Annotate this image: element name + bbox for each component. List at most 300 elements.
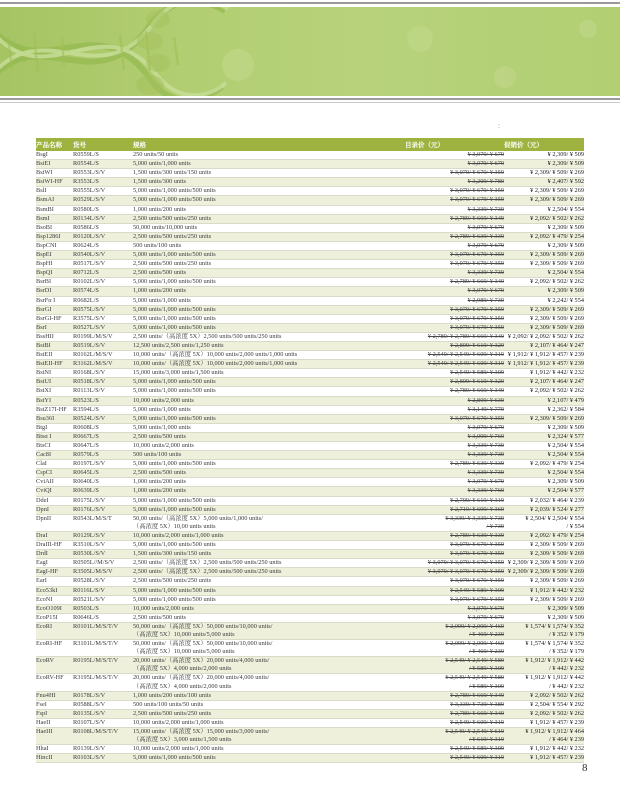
cell-cat: R0129L/S/V: [73, 531, 133, 540]
cell-spec: 5,000 units/1,000 units/500 units: [133, 505, 405, 514]
cell-spec: 12,500 units/2,500 units/1,250 units: [133, 341, 405, 350]
header-banner: [0, 7, 620, 96]
cell-promo: ¥ 2,504/ ¥ 554: [504, 451, 584, 460]
cell-cat: R0646L/S: [73, 613, 133, 622]
table-row: [36, 232, 584, 241]
table-row: [36, 432, 584, 441]
cell-cat: R0586L/S: [73, 223, 133, 232]
table-row: [36, 691, 584, 700]
cell-spec: 5,000 units/1,000 units/500 units: [133, 323, 405, 332]
cell-list: ¥ 3,079/ ¥ 679: [405, 604, 504, 613]
cell-name: BtsCI: [36, 442, 73, 451]
table-row: [36, 260, 584, 269]
cell-list: ¥ 3,079/ ¥ 679: [405, 613, 504, 622]
column-header-product-name: 产品名称: [36, 138, 73, 151]
cell-promo: ¥ 2,309/ ¥ 509/ ¥ 269: [504, 187, 584, 196]
cell-list: ¥ 2,809/ ¥ 619/ ¥ 329: [405, 341, 504, 350]
cell-promo: ¥ 2,309/ ¥ 509: [504, 287, 584, 296]
cell-cat: R0519L/S/V: [73, 341, 133, 350]
cell-spec: 2,500 units/500 units: [133, 613, 405, 622]
cell-spec: 1,000 units/200 units: [133, 205, 405, 214]
cell-cat: R0197L/S/V: [73, 460, 133, 469]
cell-list: ¥ 3,079/ ¥ 679: [405, 478, 504, 487]
table-row: [36, 178, 584, 187]
cell-cat: R0521L/S/V: [73, 595, 133, 604]
cell-spec: 10,000 units/2,000 units/1,000 units: [133, 718, 405, 727]
cell-cat: R0543L/M/S/T: [73, 514, 133, 531]
cell-list: ¥ 3,339/ ¥ 739: [405, 451, 504, 460]
cell-spec: 500 units/100 units: [133, 241, 405, 250]
cell-cat: R0579L/S: [73, 451, 133, 460]
cell-list: ¥ 3,079/ ¥ 679/ ¥ 359: [405, 169, 504, 178]
cell-promo: ¥ 1,912/ ¥ 457/ ¥ 239: [504, 718, 584, 727]
cell-list: ¥ 3,079/ ¥ 679: [405, 241, 504, 250]
cell-list: ¥ 3,079/ ¥ 679/ ¥ 359: [405, 577, 504, 586]
column-header-promo-price: 促销价（元）: [504, 138, 584, 151]
table-row: [36, 577, 584, 586]
separator-line-top: [0, 2, 620, 4]
cell-name: BsrGI-HF: [36, 314, 73, 323]
table-row: [36, 351, 584, 360]
cell-promo: ¥ 2,309/ ¥ 509: [504, 423, 584, 432]
table-row: [36, 287, 584, 296]
cell-name: ClaI: [36, 460, 73, 469]
cell-list: ¥ 2,549/ ¥ 2,549/ ¥ 609/ ¥ 319: [405, 351, 504, 360]
table-row: [36, 278, 584, 287]
cell-promo: ¥ 2,092/ ¥ 502/ ¥ 262: [504, 691, 584, 700]
cell-cat: R0554L/S: [73, 160, 133, 169]
cell-promo: ¥ 2,309/ ¥ 2,309/ ¥ 509/ ¥ 269: [504, 568, 584, 577]
table-row: [36, 187, 584, 196]
cell-spec: 5,000 units/1,000 units: [133, 405, 405, 414]
cell-name: BstEII: [36, 351, 73, 360]
cell-spec: 5,000 units/1,000 units/500 units: [133, 251, 405, 260]
cell-spec: 1,000 units/200 units/100 units: [133, 691, 405, 700]
cell-promo: ¥ 2,309/ ¥ 509/ ¥ 269: [504, 305, 584, 314]
cell-spec: 2,500 units/500 units/250 units: [133, 214, 405, 223]
cell-name: HhaI: [36, 745, 73, 754]
table-row: [36, 214, 584, 223]
cell-spec: 5,000 units/1,000 units/500 units: [133, 414, 405, 423]
cell-promo: ¥ 2,504/ ¥ 554: [504, 205, 584, 214]
cell-name: BstZ17I-HF: [36, 405, 73, 414]
dna-decoration-image: [0, 7, 620, 96]
table-row: [36, 657, 584, 674]
cell-name: BstEII-HF: [36, 360, 73, 369]
cell-name: BsrBI: [36, 278, 73, 287]
cell-list: ¥ 3,079/ ¥ 679/ ¥ 359: [405, 260, 504, 269]
table-row: [36, 369, 584, 378]
cell-promo: ¥ 1,912/ ¥ 1,912/ ¥ 442 / ¥ 442/ ¥ 232: [504, 674, 584, 691]
table-row: [36, 531, 584, 540]
cell-promo: ¥ 2,092/ ¥ 502/ ¥ 262: [504, 387, 584, 396]
cell-name: HaeIII: [36, 728, 73, 745]
cell-list: ¥ 2,099/ ¥ 2,099/ ¥ 469 / ¥ 469/ ¥ 239: [405, 622, 504, 639]
table-row: [36, 728, 584, 745]
cell-name: DraIII-HF: [36, 541, 73, 550]
cell-list: ¥ 3,099/ ¥ 769: [405, 432, 504, 441]
table-row: [36, 622, 584, 639]
cell-spec: 50,00 units/（高浓度 5X）5,000 units/1,000 units/ （高浓度 5X）10,00 units units: [133, 514, 405, 531]
cell-promo: ¥ 2,309/ ¥ 509: [504, 478, 584, 487]
cell-name: CviQI: [36, 487, 73, 496]
cell-promo: ¥ 2,107/ ¥ 464/ ¥ 247: [504, 341, 584, 350]
cell-list: ¥ 2,789/ ¥ 669/ ¥ 349: [405, 709, 504, 718]
cell-cat: R0199L/M/S/V: [73, 332, 133, 341]
cell-name: BsiWI: [36, 169, 73, 178]
cell-name: DraI: [36, 531, 73, 540]
cell-list: ¥ 2,549/ ¥ 2,549/ ¥ 589 / ¥ 589/ ¥ 309: [405, 674, 504, 691]
cell-name: BssHII: [36, 332, 73, 341]
cell-promo: ¥ 2,309/ ¥ 509: [504, 223, 584, 232]
cell-spec: 2,500 units/（高浓度 5X）2,500 units/500 units/250 units: [133, 568, 405, 577]
cell-spec: 5,000 units/1,000 units/500 units: [133, 595, 405, 604]
cell-name: DdeI: [36, 496, 73, 505]
cell-spec: 1,500 units/300 units/150 units: [133, 550, 405, 559]
column-header-list-price: 目录价（元）: [405, 138, 504, 151]
cell-list: ¥ 2,099/ ¥ 2,099/ ¥ 469 / ¥ 469/ ¥ 239: [405, 640, 504, 657]
cell-spec: 1,000 units/200 units: [133, 287, 405, 296]
cell-name: Bsu36I: [36, 414, 73, 423]
cell-cat: R0175L/S/V: [73, 496, 133, 505]
cell-promo: ¥ 2,309/ ¥ 509/ ¥ 269: [504, 251, 584, 260]
separator-line-bottom-thin: [0, 102, 620, 103]
cell-cat: R3162L/M/S/V: [73, 360, 133, 369]
cell-promo: ¥ 1,912/ ¥ 442/ ¥ 232: [504, 586, 584, 595]
cell-spec: 2,500 units/500 units/250 units: [133, 232, 405, 241]
cell-list: ¥ 3,079/ ¥ 679/ ¥ 359: [405, 541, 504, 550]
table-row: [36, 613, 584, 622]
table-row: [36, 460, 584, 469]
cell-cat: R0645L/S: [73, 469, 133, 478]
cell-name: BsmI: [36, 214, 73, 223]
cell-list: ¥ 3,079/ ¥ 3,079/ ¥ 679/ ¥ 359: [405, 559, 504, 568]
cell-list: ¥ 2,549/ ¥ 589/ ¥ 309: [405, 586, 504, 595]
cell-cat: R0524L/S/V: [73, 414, 133, 423]
table-row: [36, 396, 584, 405]
cell-name: Eco53kI: [36, 586, 73, 595]
cell-spec: 5,000 units/1,000 units/500 units: [133, 187, 405, 196]
cell-promo: ¥ 2,504/ ¥ 577: [504, 487, 584, 496]
table-row: [36, 223, 584, 232]
cell-list: ¥ 3,079/ ¥ 679/ ¥ 359: [405, 305, 504, 314]
cell-name: EcoNI: [36, 595, 73, 604]
cell-name: Btsα I: [36, 432, 73, 441]
cell-list: ¥ 3,339/ ¥ 739: [405, 269, 504, 278]
cell-cat: R0176L/S/V: [73, 505, 133, 514]
cell-cat: R0528L/S/V: [73, 577, 133, 586]
cell-spec: 10,000 units/2,000 units: [133, 396, 405, 405]
cell-promo: ¥ 2,504/ ¥ 554: [504, 442, 584, 451]
cell-list: ¥ 3,079/ ¥ 679/ ¥ 359: [405, 314, 504, 323]
cell-name: CviAII: [36, 478, 73, 487]
cell-promo: ¥ 2,309/ ¥ 509: [504, 613, 584, 622]
cell-list: ¥ 2,789/ ¥ 639/ ¥ 339: [405, 232, 504, 241]
table-row: [36, 745, 584, 754]
cell-spec: 50,000 units/10,000 units: [133, 223, 405, 232]
cell-spec: 5,000 units/1,000 units/500 units: [133, 460, 405, 469]
cell-list: ¥ 3,079/ ¥ 679/ ¥ 359: [405, 196, 504, 205]
cell-list: ¥ 3,079/ ¥ 679/ ¥ 359: [405, 251, 504, 260]
cell-promo: ¥ 2,092/ ¥ 479/ ¥ 254: [504, 531, 584, 540]
cell-promo: ¥ 2,309/ ¥ 509/ ¥ 269: [504, 550, 584, 559]
table-row: [36, 305, 584, 314]
cell-list: ¥ 3,079/ ¥ 679/ ¥ 359: [405, 323, 504, 332]
footnote-mark: :: [498, 122, 500, 130]
cell-list: ¥ 3,079/ ¥ 679: [405, 151, 504, 160]
cell-name: BstXI: [36, 387, 73, 396]
cell-spec: 5,000 units/1,000 units/500 units: [133, 378, 405, 387]
cell-promo: ¥ 2,309/ ¥ 509/ ¥ 269: [504, 196, 584, 205]
cell-cat: R0682L/S: [73, 296, 133, 305]
cell-list: ¥ 2,809/ ¥ 619/ ¥ 329: [405, 378, 504, 387]
table-row: [36, 559, 584, 568]
separator-line-bottom: [0, 98, 620, 100]
table-row: [36, 323, 584, 332]
page-number: 8: [582, 762, 588, 774]
table-row: [36, 314, 584, 323]
cell-spec: 15,000 units/（高浓度 5X）15,000 units/3,000 units/ （高浓度 5X）3,000 units/1,500 units: [133, 728, 405, 745]
cell-spec: 15,000 units/3,000 units/1,500 units: [133, 369, 405, 378]
cell-cat: R0162L/M/S/V: [73, 351, 133, 360]
table-row: [36, 754, 584, 763]
cell-cat: R0517L/S/V: [73, 260, 133, 269]
cell-spec: 5,000 units/1,000 units/500 units: [133, 541, 405, 550]
cell-spec: 2,500 units/500 units/250 units: [133, 577, 405, 586]
cell-cat: R0108L/M/S/T/V: [73, 728, 133, 745]
table-row: [36, 378, 584, 387]
cell-cat: R0624L/S: [73, 241, 133, 250]
table-row: [36, 160, 584, 169]
cell-list: ¥ 3,339/ ¥ 3,339/ ¥ 739 / ¥ 739: [405, 514, 504, 531]
cell-cat: R0120L/S/V: [73, 232, 133, 241]
cell-name: BsiEI: [36, 160, 73, 169]
table-row: [36, 568, 584, 577]
cell-list: ¥ 3,339/ ¥ 739: [405, 469, 504, 478]
cell-spec: 2,500 units/500 units: [133, 269, 405, 278]
cell-list: ¥ 2,719/ ¥ 699/ ¥ 369: [405, 505, 504, 514]
cell-spec: 5,000 units/1,000 units/500 units: [133, 387, 405, 396]
cell-cat: R0178L/S/V: [73, 691, 133, 700]
cell-cat: R3594L/S: [73, 405, 133, 414]
table-row: [36, 451, 584, 460]
cell-cat: R3505L/M/S/V: [73, 568, 133, 577]
cell-name: BstBI: [36, 341, 73, 350]
cell-cat: R0168L/S/V: [73, 369, 133, 378]
cell-promo: ¥ 2,242/ ¥ 554: [504, 296, 584, 305]
cell-name: EcoRI: [36, 622, 73, 639]
cell-list: ¥ 2,709/ ¥ 619/ ¥ 319: [405, 496, 504, 505]
cell-list: ¥ 3,079/ ¥ 679: [405, 287, 504, 296]
cell-spec: 20,000 units/（高浓度 5X）20,000 units/4,000 units/ （高浓度 5X）4,000 units/2,000 units: [133, 657, 405, 674]
cell-cat: R0107L/S/V: [73, 718, 133, 727]
cell-spec: 1,000 units/200 units: [133, 478, 405, 487]
cell-name: BsoBI: [36, 223, 73, 232]
cell-name: CspCI: [36, 469, 73, 478]
cell-promo: ¥ 2,309/ ¥ 509: [504, 241, 584, 250]
cell-cat: R0113L/S/V: [73, 387, 133, 396]
cell-promo: ¥ 1,912/ ¥ 1,912/ ¥ 442 / ¥ 442/ ¥ 232: [504, 657, 584, 674]
cell-spec: 20,000 units/（高浓度 5X）20,000 units/4,000 units/ （高浓度 5X）4,000 units/2,000 units: [133, 674, 405, 691]
table-row: [36, 442, 584, 451]
table-row: [36, 718, 584, 727]
cell-name: EcoRI-HF: [36, 640, 73, 657]
cell-cat: R0523L/S: [73, 396, 133, 405]
cell-spec: 5,000 units/1,000 units/500 units: [133, 314, 405, 323]
cell-promo: ¥ 1,912/ ¥ 1,912/ ¥ 457/ ¥ 239: [504, 351, 584, 360]
cell-promo: ¥ 2,032/ ¥ 464/ ¥ 239: [504, 496, 584, 505]
cell-name: BspEI: [36, 251, 73, 260]
cell-name: FspI: [36, 709, 73, 718]
cell-spec: 10,000 units/（高浓度 5X）10,000 units/2,000 units/1,000 units: [133, 351, 405, 360]
cell-list: ¥ 3,079/ ¥ 679/ ¥ 359: [405, 550, 504, 559]
cell-list: ¥ 2,789/ ¥ 669/ ¥ 349: [405, 691, 504, 700]
cell-spec: 5,000 units/1,000 units/500 units: [133, 196, 405, 205]
table-row: [36, 169, 584, 178]
cell-spec: 2,500 units/500 units: [133, 469, 405, 478]
table-row: [36, 196, 584, 205]
cell-cat: R0527L/S/V: [73, 323, 133, 332]
cell-promo: ¥ 1,912/ ¥ 1,912/ ¥ 457/ ¥ 239: [504, 360, 584, 369]
cell-cat: R0195L/M/S/T/V: [73, 657, 133, 674]
cell-list: ¥ 3,209/ ¥ 789: [405, 178, 504, 187]
cell-name: BstYI: [36, 396, 73, 405]
cell-spec: 5,000 units/1,000 units: [133, 160, 405, 169]
cell-name: BstNI: [36, 369, 73, 378]
cell-spec: 10,000 units/2,000 units: [133, 442, 405, 451]
cell-name: EagI: [36, 559, 73, 568]
cell-name: BsrDI: [36, 287, 73, 296]
table-header: [36, 138, 584, 151]
cell-spec: 10,000 units/2,000 units/1,000 units: [133, 745, 405, 754]
cell-list: ¥ 2,549/ ¥ 2,549/ ¥ 619 / ¥ 619/ ¥ 319: [405, 728, 504, 745]
cell-spec: 5,000 units/1,000 units/500 units: [133, 586, 405, 595]
cell-promo: ¥ 2,309/ ¥ 509/ ¥ 269: [504, 595, 584, 604]
cell-list: ¥ 2,549/ ¥ 609/ ¥ 319: [405, 718, 504, 727]
cell-cat: R0540L/S/V: [73, 251, 133, 260]
cell-cat: R0518L/S/V: [73, 378, 133, 387]
cell-promo: ¥ 2,309/ ¥ 2,309/ ¥ 509/ ¥ 269: [504, 559, 584, 568]
cell-spec: 2,500 units/500 units: [133, 432, 405, 441]
table-row: [36, 469, 584, 478]
cell-cat: R0134L/S/V: [73, 214, 133, 223]
cell-spec: 5,000 units/1,000 units: [133, 423, 405, 432]
cell-name: BspQI: [36, 269, 73, 278]
cell-list: ¥ 3,079/ ¥ 679: [405, 423, 504, 432]
cell-promo: ¥ 1,912/ ¥ 1,912/ ¥ 464 / ¥ 464/ ¥ 239: [504, 728, 584, 745]
table-row: [36, 360, 584, 369]
cell-promo: ¥ 1,912/ ¥ 442/ ¥ 232: [504, 369, 584, 378]
table-row: [36, 487, 584, 496]
cell-list: ¥ 3,339/ ¥ 739: [405, 442, 504, 451]
cell-promo: ¥ 2,309/ ¥ 509: [504, 604, 584, 613]
cell-promo: ¥ 2,092/ ¥ 502/ ¥ 262: [504, 214, 584, 223]
cell-list: ¥ 2,789/ ¥ 669/ ¥ 349: [405, 278, 504, 287]
cell-list: ¥ 3,339/ ¥ 769: [405, 487, 504, 496]
table-row: [36, 205, 584, 214]
table-row: [36, 251, 584, 260]
table-row: [36, 405, 584, 414]
table-row: [36, 700, 584, 709]
cell-promo: ¥ 2,039/ ¥ 524/ ¥ 277: [504, 505, 584, 514]
cell-cat: R0667L/S: [73, 432, 133, 441]
cell-name: BsiWI-HF: [36, 178, 73, 187]
cell-list: ¥ 3,339/ ¥ 739: [405, 205, 504, 214]
cell-promo: ¥ 2,504/ ¥ 554: [504, 269, 584, 278]
cell-name: BsrGI: [36, 305, 73, 314]
cell-promo: ¥ 2,309/ ¥ 509/ ¥ 269: [504, 260, 584, 269]
cell-name: BsrFα I: [36, 296, 73, 305]
cell-cat: R0116L/S/V: [73, 586, 133, 595]
cell-cat: R0639L/S: [73, 487, 133, 496]
cell-spec: 5,000 units/1,000 units/500 units: [133, 754, 405, 763]
cell-name: BsrI: [36, 323, 73, 332]
cell-name: EcoRV: [36, 657, 73, 674]
cell-cat: R0139L/S/V: [73, 745, 133, 754]
table-row: [36, 496, 584, 505]
cell-name: BstUI: [36, 378, 73, 387]
cell-spec: 2,500 units/（高浓度 5X）2,500 units/500 units/250 units: [133, 332, 405, 341]
cell-spec: 1,500 units/300 units/150 units: [133, 169, 405, 178]
cell-promo: ¥ 2,107/ ¥ 464/ ¥ 247: [504, 378, 584, 387]
cell-promo: ¥ 1,574/ ¥ 1,574/ ¥ 352 / ¥ 352/ ¥ 179: [504, 622, 584, 639]
cell-promo: ¥ 2,309/ ¥ 509/ ¥ 269: [504, 541, 584, 550]
cell-promo: ¥ 2,309/ ¥ 509/ ¥ 269: [504, 414, 584, 423]
table-row: [36, 640, 584, 657]
table-row: [36, 505, 584, 514]
cell-name: Bsp1286I: [36, 232, 73, 241]
table-row: [36, 709, 584, 718]
cell-cat: R3575L/S/V: [73, 314, 133, 323]
table-row: [36, 423, 584, 432]
cell-cat: R0574L/S: [73, 287, 133, 296]
cell-spec: 5,000 units/1,000 units/500 units: [133, 278, 405, 287]
cell-promo: ¥ 2,092/ ¥ 479/ ¥ 254: [504, 232, 584, 241]
cell-promo: ¥ 2,092/ ¥ 502/ ¥ 262: [504, 278, 584, 287]
cell-name: Cac8I: [36, 451, 73, 460]
cell-name: EarI: [36, 577, 73, 586]
table-row: [36, 269, 584, 278]
cell-spec: 5,000 units/1,000 units/500 units: [133, 496, 405, 505]
cell-list: ¥ 2,789/ ¥ 669/ ¥ 349: [405, 387, 504, 396]
cell-list: ¥ 3,079/ ¥ 679: [405, 223, 504, 232]
cell-cat: R3553L/S: [73, 178, 133, 187]
cell-name: HaeII: [36, 718, 73, 727]
cell-spec: 5,000 units/1,000 units/500 units: [133, 305, 405, 314]
cell-name: HincII: [36, 754, 73, 763]
cell-cat: R3510L/S/V: [73, 541, 133, 550]
column-header-specification: 规格: [133, 138, 405, 151]
cell-list: ¥ 3,339/ ¥ 739/ ¥ 389: [405, 700, 504, 709]
table-row: [36, 478, 584, 487]
cell-promo: ¥ 1,912/ ¥ 457/ ¥ 239: [504, 754, 584, 763]
cell-name: BslI: [36, 187, 73, 196]
cell-cat: R0505L//M/S/V: [73, 559, 133, 568]
table-row: [36, 550, 584, 559]
cell-name: DpnI: [36, 505, 73, 514]
cell-cat: R0588L/S/V: [73, 700, 133, 709]
table-row: [36, 414, 584, 423]
cell-spec: 500 units/100 units: [133, 451, 405, 460]
cell-promo: ¥ 1,912/ ¥ 442/ ¥ 232: [504, 745, 584, 754]
cell-list: ¥ 3,079/ ¥ 679/ ¥ 359: [405, 595, 504, 604]
cell-promo: ¥ 2,309/ ¥ 509: [504, 160, 584, 169]
cell-name: BsmBI: [36, 205, 73, 214]
cell-spec: 10,000 units/2,000 units/1,000 units: [133, 531, 405, 540]
cell-promo: ¥ 2,309/ ¥ 509/ ¥ 269: [504, 169, 584, 178]
cell-list: ¥ 3,079/ ¥ 3,079/ ¥ 679/ ¥ 359: [405, 568, 504, 577]
table-row: [36, 241, 584, 250]
